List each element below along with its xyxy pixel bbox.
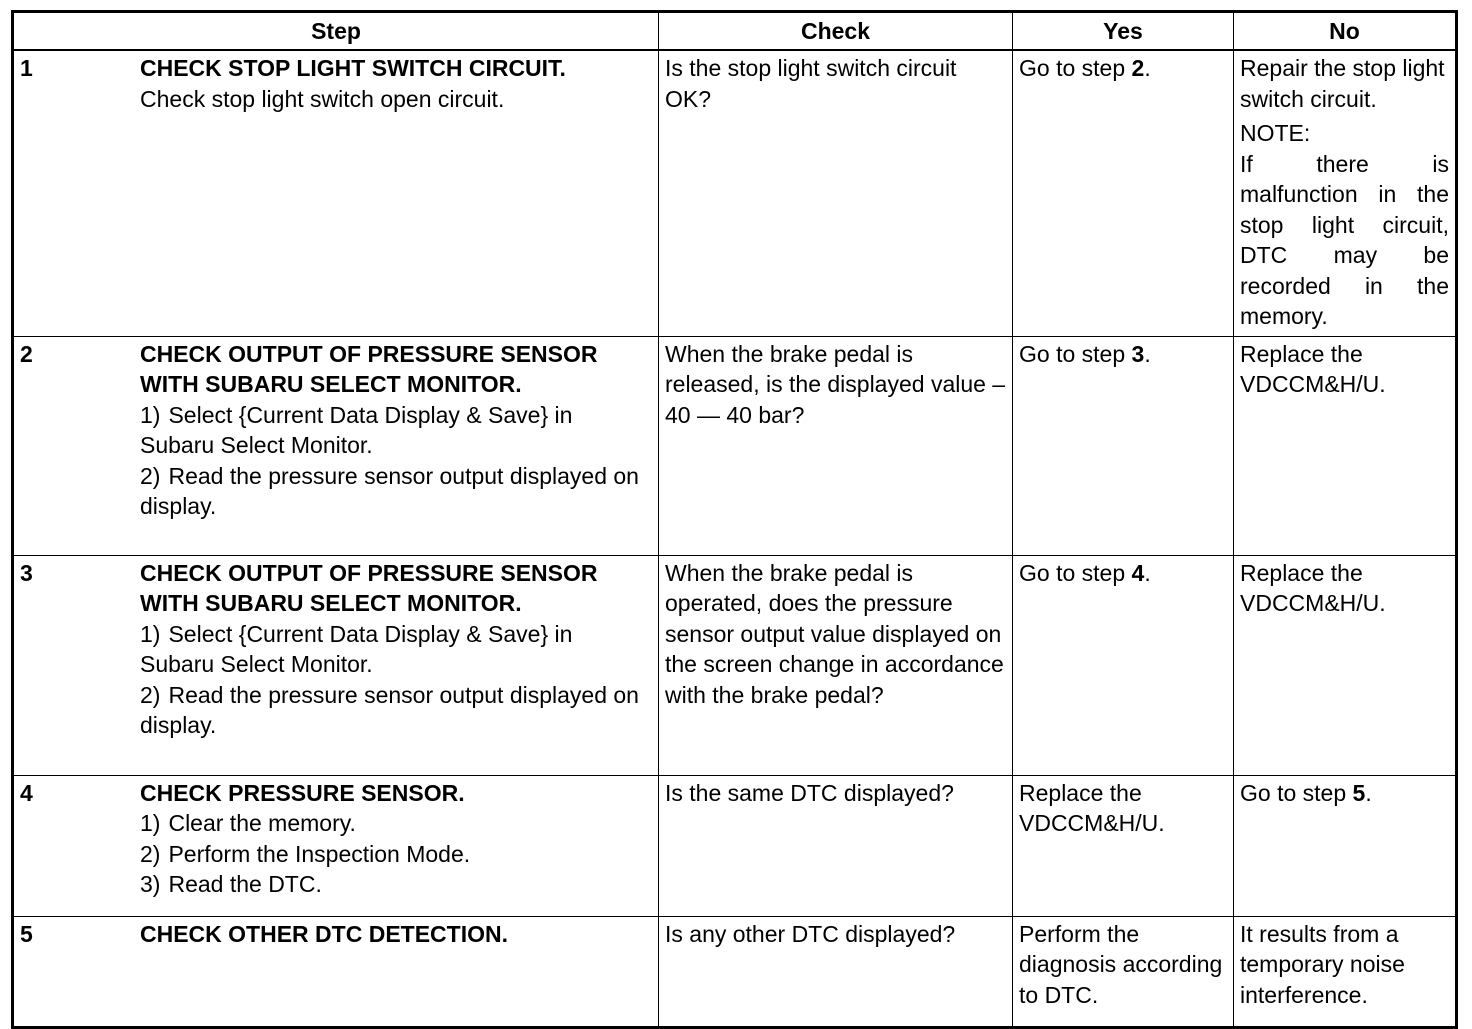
- substep-index: 1): [140, 620, 161, 647]
- no-cell: [1234, 775, 1457, 916]
- no-suffix: .: [1365, 779, 1372, 806]
- step-number: 3: [20, 559, 33, 586]
- step-text: Check stop light switch open circuit.: [140, 85, 505, 112]
- check-cell: Is the same DTC displayed?: [659, 775, 1013, 916]
- substep-item: [140, 680, 652, 741]
- substep-text: Read the pressure sensor output displayed on display.: [140, 462, 639, 519]
- substep-item: [140, 869, 652, 900]
- table-row: [13, 775, 1457, 916]
- check-cell: Is any other DTC displayed?: [659, 916, 1013, 1027]
- substep-text: Select {Current Data Display & Save} in Subaru Select Monitor.: [140, 620, 573, 677]
- substep-text: Clear the memory.: [168, 810, 356, 836]
- substep-item: [140, 808, 652, 839]
- step-number: 2: [20, 340, 33, 367]
- check-cell: Is the stop light switch circuit OK?: [659, 50, 1013, 336]
- yes-step-ref: 3: [1131, 340, 1145, 367]
- table-row: [13, 555, 1457, 775]
- yes-text: Go to step: [1019, 559, 1132, 586]
- step-cell: [13, 50, 659, 336]
- substep-index: 2): [140, 840, 161, 867]
- yes-cell: [1013, 555, 1234, 775]
- no-text: Go to step: [1240, 779, 1353, 806]
- table-row: [13, 50, 1457, 336]
- yes-text: Go to step: [1019, 55, 1132, 81]
- substep-text: Read the pressure sensor output displayed on display.: [140, 681, 639, 738]
- substep-index: 2): [140, 681, 161, 708]
- substep-item: [140, 619, 652, 680]
- step-cell: [13, 336, 659, 555]
- header-no: No: [1234, 12, 1457, 51]
- step-title: CHECK OUTPUT OF PRESSURE SENSOR WITH SUBARU SELECT MONITOR.: [140, 559, 598, 616]
- substep-index: 1): [140, 810, 161, 836]
- substep-index: 2): [140, 462, 161, 489]
- step-title: CHECK PRESSURE SENSOR.: [140, 779, 465, 806]
- substep-text: Read the DTC.: [168, 871, 322, 897]
- no-cell: It results from a temporary noise interference.: [1234, 916, 1457, 1027]
- no-text: Repair the stop light switch circuit.: [1240, 55, 1445, 112]
- no-step-ref: 5: [1352, 779, 1366, 806]
- step-number: 1: [20, 55, 33, 81]
- step-title: CHECK STOP LIGHT SWITCH CIRCUIT.: [140, 55, 566, 81]
- step-cell: [13, 916, 659, 1027]
- yes-cell: Perform the diagnosis according to DTC.: [1013, 916, 1234, 1027]
- substep-item: [140, 461, 652, 522]
- step-title: CHECK OUTPUT OF PRESSURE SENSOR WITH SUBARU SELECT MONITOR.: [140, 340, 598, 397]
- substep-index: 1): [140, 401, 161, 428]
- yes-cell: [1013, 336, 1234, 555]
- yes-step-ref: 4: [1131, 559, 1145, 586]
- check-cell: When the brake pedal is operated, does the pressure sensor output value displayed on the screen change in accordance with the brake pedal?: [659, 555, 1013, 775]
- substep-text: Select {Current Data Display & Save} in Subaru Select Monitor.: [140, 401, 573, 458]
- yes-suffix: .: [1144, 55, 1151, 81]
- substep-item: [140, 400, 652, 461]
- step-number: 5: [20, 920, 33, 947]
- note-text: If there is malfunction in the stop light circuit, DTC may be recorded in the memory.: [1240, 150, 1449, 329]
- no-cell: Replace the VDCCM&H/U.: [1234, 555, 1457, 775]
- yes-cell: [1013, 50, 1234, 336]
- substep-item: [140, 839, 652, 870]
- yes-step-ref: 2: [1131, 55, 1145, 81]
- check-cell: When the brake pedal is released, is the displayed value –40 — 40 bar?: [659, 336, 1013, 555]
- substep-text: Perform the Inspection Mode.: [168, 840, 471, 867]
- no-cell: Replace the VDCCM&H/U.: [1234, 336, 1457, 555]
- no-cell: [1234, 50, 1457, 336]
- step-cell: [13, 775, 659, 916]
- header-check: Check: [659, 12, 1013, 51]
- yes-suffix: .: [1144, 559, 1151, 586]
- substep-index: 3): [140, 871, 161, 897]
- yes-cell: Replace the VDCCM&H/U.: [1013, 775, 1234, 916]
- header-row: [13, 12, 1457, 51]
- step-number: 4: [20, 779, 33, 806]
- table-row: [13, 336, 1457, 555]
- header-step: Step: [13, 12, 659, 51]
- step-cell: [13, 555, 659, 775]
- note-heading: NOTE:: [1240, 120, 1311, 146]
- diagnostic-table: [11, 10, 1458, 1029]
- step-title: CHECK OTHER DTC DETECTION.: [140, 920, 508, 947]
- table-row: [13, 916, 1457, 1027]
- header-yes: Yes: [1013, 12, 1234, 51]
- yes-text: Go to step: [1019, 340, 1132, 367]
- yes-suffix: .: [1144, 340, 1151, 367]
